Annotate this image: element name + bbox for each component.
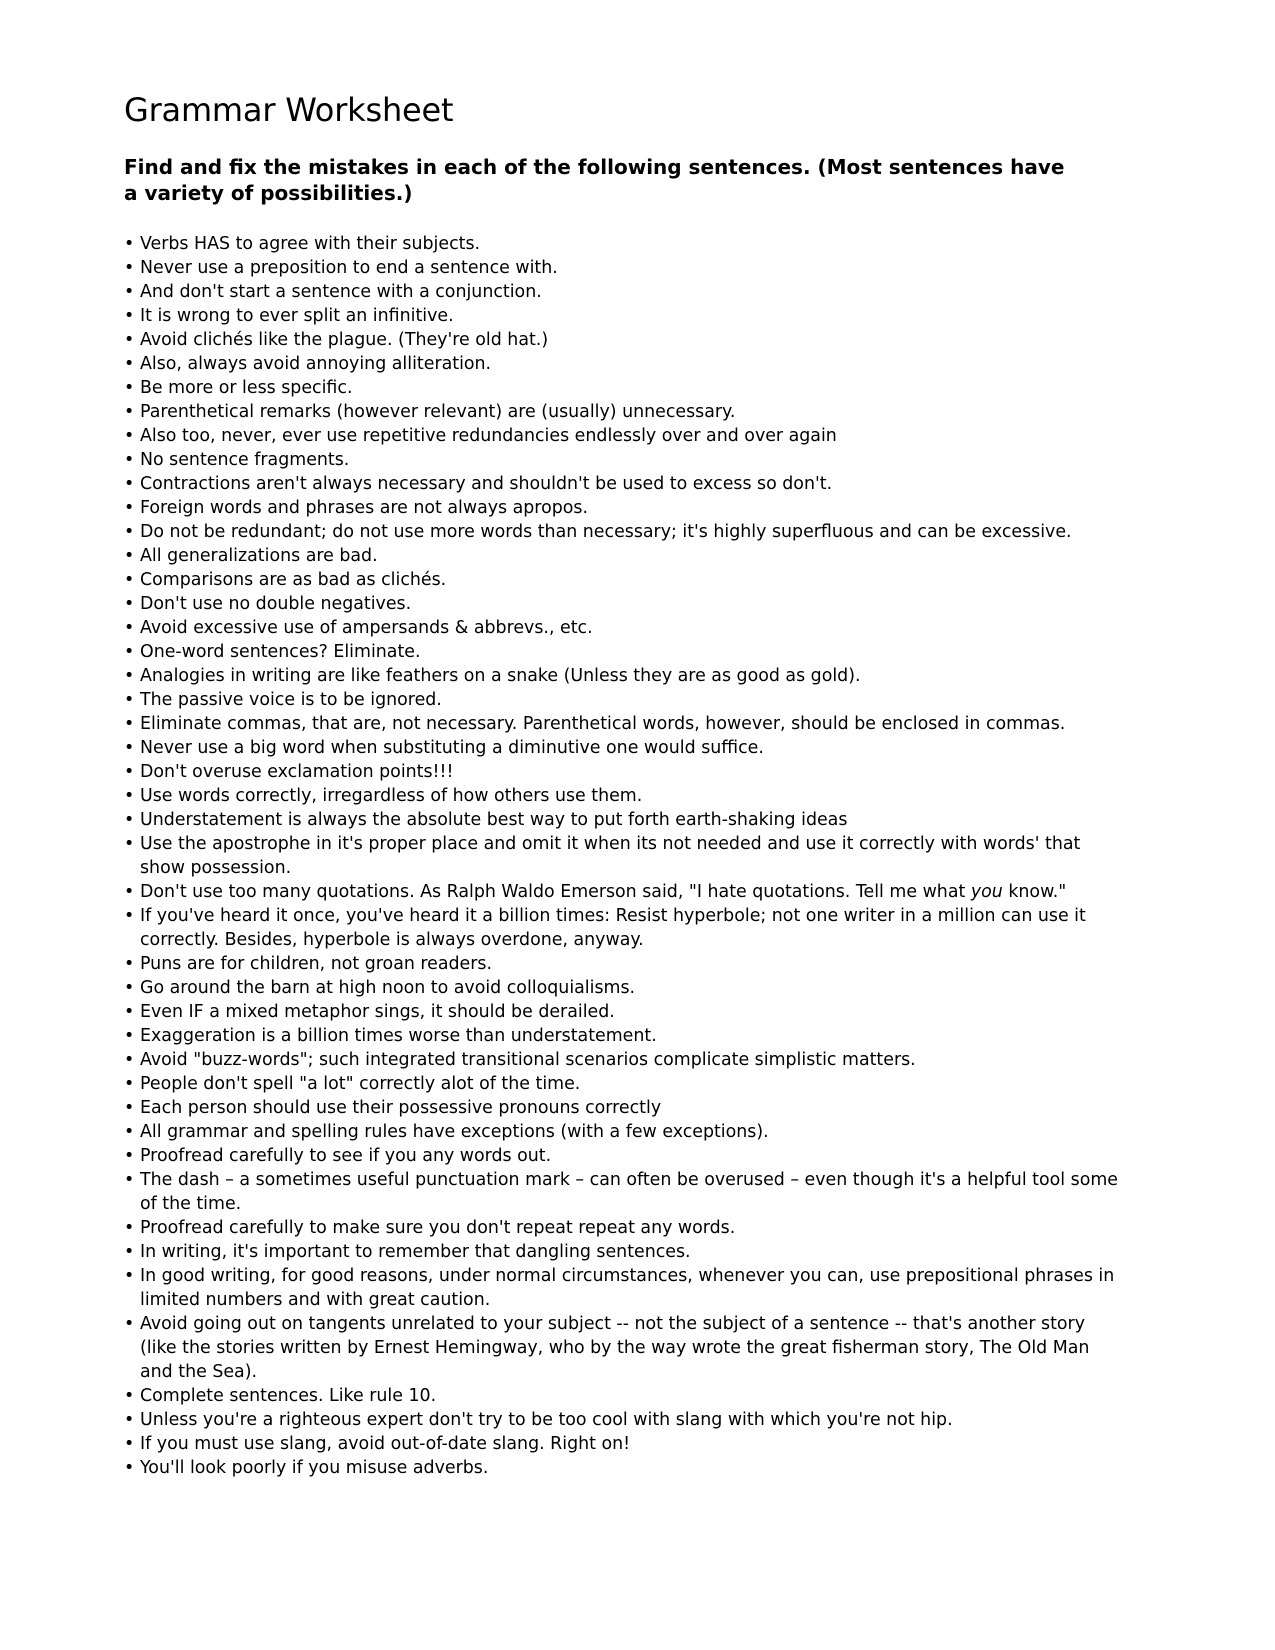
instructions: Find and fix the mistakes in each of the following sentences. (Most sentences have a variety of possibilities.) xyxy=(124,155,1065,205)
list-item: • Be more or less specific. xyxy=(124,376,1124,400)
list-item: • Unless you're a righteous expert don't try to be too cool with slang with which you're not hip. xyxy=(124,1408,1124,1432)
list-item: • Proofread carefully to make sure you don't repeat repeat any words. xyxy=(124,1216,1124,1240)
list-item: • In writing, it's important to remember that dangling sentences. xyxy=(124,1240,1124,1264)
list-item: • The dash – a sometimes useful punctuation mark – can often be overused – even though it's a helpful tool some of the time. xyxy=(124,1168,1124,1216)
list-item: • Parenthetical remarks (however relevant) are (usually) unnecessary. xyxy=(124,400,1124,424)
list-item: • Avoid "buzz-words"; such integrated transitional scenarios complicate simplistic matters. xyxy=(124,1048,1124,1072)
list-item: • In good writing, for good reasons, under normal circumstances, whenever you can, use prepositional phrases in limited numbers and with great caution. xyxy=(124,1264,1124,1312)
list-item: • Use the apostrophe in it's proper place and omit it when its not needed and use it correctly with words' that show possession. xyxy=(124,832,1124,880)
list-item: • Contractions aren't always necessary and shouldn't be used to excess so don't. xyxy=(124,472,1124,496)
list-item: • All grammar and spelling rules have exceptions (with a few exceptions). xyxy=(124,1120,1124,1144)
page-title: Grammar Worksheet xyxy=(124,91,454,129)
list-item: • Puns are for children, not groan readers. xyxy=(124,952,1124,976)
list-item: • Use words correctly, irregardless of how others use them. xyxy=(124,784,1124,808)
list-item: • Don't use no double negatives. xyxy=(124,592,1124,616)
list-item: • Also, always avoid annoying alliteration. xyxy=(124,352,1124,376)
list-item: • Don't overuse exclamation points!!! xyxy=(124,760,1124,784)
list-item: • Exaggeration is a billion times worse than understatement. xyxy=(124,1024,1124,1048)
list-item: • Do not be redundant; do not use more words than necessary; it's highly superfluous and can be excessive. xyxy=(124,520,1124,544)
list-item: • Each person should use their possessive pronouns correctly xyxy=(124,1096,1124,1120)
list-item: • If you must use slang, avoid out-of-date slang. Right on! xyxy=(124,1432,1124,1456)
list-item: • Foreign words and phrases are not always apropos. xyxy=(124,496,1124,520)
list-item: • Complete sentences. Like rule 10. xyxy=(124,1384,1124,1408)
list-item: • Never use a big word when substituting a diminutive one would suffice. xyxy=(124,736,1124,760)
list-item: • No sentence fragments. xyxy=(124,448,1124,472)
quote-text: Don't use too many quotations. As Ralph Waldo Emerson said, "I hate quotations. Tell me what xyxy=(140,882,971,902)
list-item: • Proofread carefully to see if you any words out. xyxy=(124,1144,1124,1168)
list-item: • One-word sentences? Eliminate. xyxy=(124,640,1124,664)
list-item: • You'll look poorly if you misuse adverbs. xyxy=(124,1456,1124,1480)
list-item: • Go around the barn at high noon to avoid colloquialisms. xyxy=(124,976,1124,1000)
worksheet-page xyxy=(124,88,1124,1480)
list-item: • Comparisons are as bad as clichés. xyxy=(124,568,1124,592)
list-item: • Verbs HAS to agree with their subjects. xyxy=(124,232,1124,256)
list-item: • All generalizations are bad. xyxy=(124,544,1124,568)
list-item: • People don't spell "a lot" correctly alot of the time. xyxy=(124,1072,1124,1096)
rules-list xyxy=(124,232,1124,1480)
emphasis-word: you xyxy=(970,882,1003,902)
list-item: • And don't start a sentence with a conjunction. xyxy=(124,280,1124,304)
quote-text-end: know." xyxy=(1002,882,1067,902)
list-item: • Avoid clichés like the plague. (They're old hat.) xyxy=(124,328,1124,352)
list-item: • Avoid excessive use of ampersands & abbrevs., etc. xyxy=(124,616,1124,640)
list-item xyxy=(124,880,1124,904)
list-item: • The passive voice is to be ignored. xyxy=(124,688,1124,712)
list-item: • If you've heard it once, you've heard it a billion times: Resist hyperbole; not one writer in a million can use it correctly. Besides, hyperbole is always overdone, anyway. xyxy=(124,904,1124,952)
list-item: • Even IF a mixed metaphor sings, it should be derailed. xyxy=(124,1000,1124,1024)
list-item: • It is wrong to ever split an infinitive. xyxy=(124,304,1124,328)
list-item: • Eliminate commas, that are, not necessary. Parenthetical words, however, should be enclosed in commas. xyxy=(124,712,1124,736)
list-item: • Never use a preposition to end a sentence with. xyxy=(124,256,1124,280)
list-item: • Understatement is always the absolute best way to put forth earth-shaking ideas xyxy=(124,808,1124,832)
list-item: • Analogies in writing are like feathers on a snake (Unless they are as good as gold). xyxy=(124,664,1124,688)
list-item: • Also too, never, ever use repetitive redundancies endlessly over and over again xyxy=(124,424,1124,448)
list-item: • Avoid going out on tangents unrelated to your subject -- not the subject of a sentence -- that's another story (like the stories written by Ernest Hemingway, who by the way wrote the great fisherman story, The Old Man and the Sea). xyxy=(124,1312,1124,1384)
